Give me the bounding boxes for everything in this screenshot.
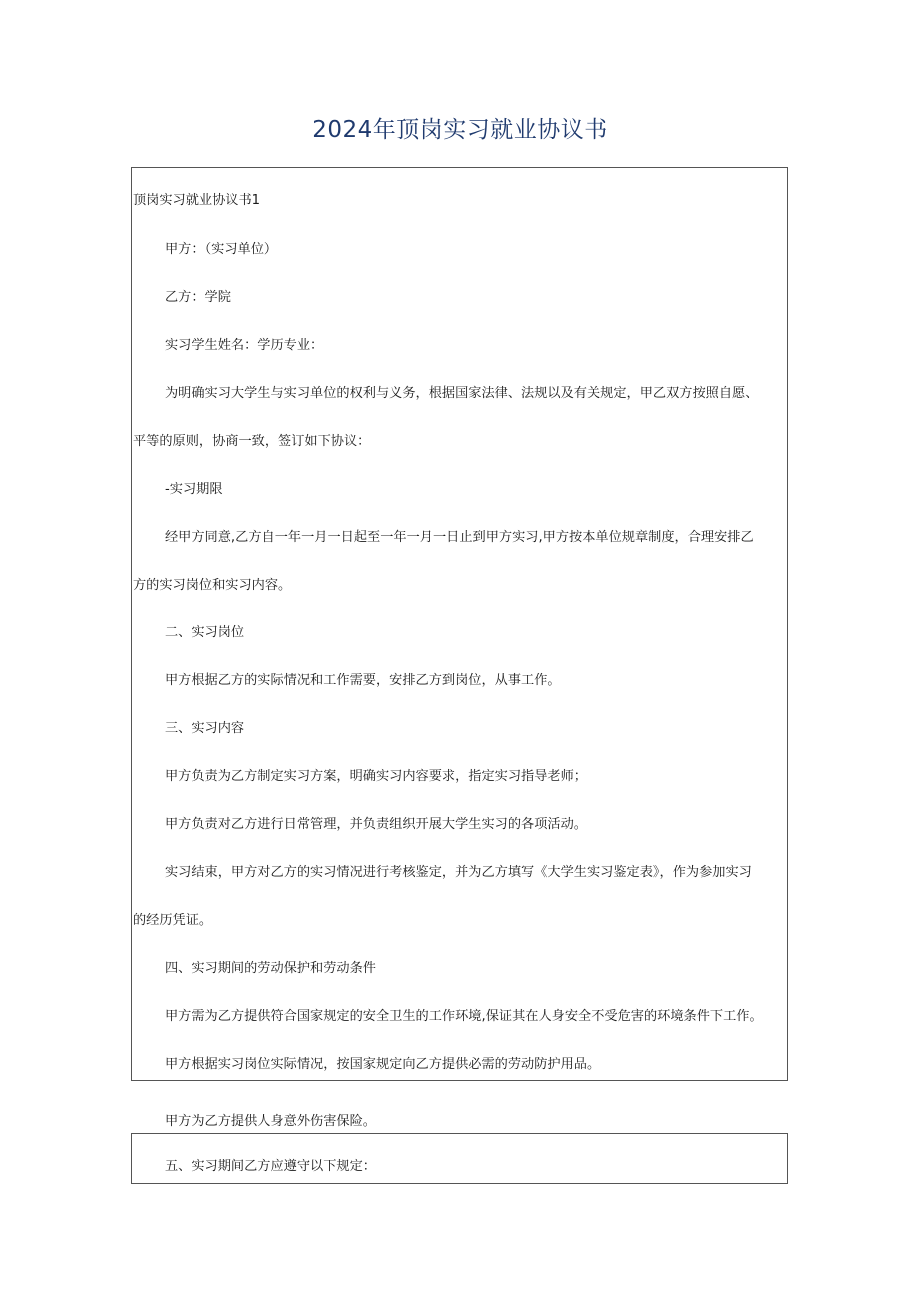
section-heading: 顶岗实习就业协议书1 bbox=[133, 193, 261, 208]
section-4-paragraph-2: 甲方根据实习岗位实际情况，按国家规定向乙方提供必需的劳动防护用品。 bbox=[165, 1057, 601, 1072]
section-3-paragraph-2: 甲方负责对乙方进行日常管理，并负责组织开展大学生实习的各项活动。 bbox=[165, 817, 587, 832]
party-b-line: 乙方：学院 bbox=[165, 290, 231, 305]
section-3-paragraph-3-line-1: 实习结束，甲方对乙方的实习情况进行考核鉴定，并为乙方填写《大学生实习鉴定表》，作为参加实习 bbox=[165, 865, 752, 880]
section-2-title: 二、实习岗位 bbox=[165, 625, 245, 640]
section-3-paragraph-3-line-2: 的经历凭证。 bbox=[133, 913, 213, 928]
section-3-title: 三、实习内容 bbox=[165, 721, 245, 736]
intro-paragraph-line-1: 为明确实习大学生与实习单位的权利与义务，根据国家法律、法规以及有关规定，甲乙双方按照自愿、 bbox=[165, 386, 759, 401]
section-2-paragraph: 甲方根据乙方的实际情况和工作需要，安排乙方到岗位，从事工作。 bbox=[165, 673, 561, 688]
intro-paragraph-line-2: 平等的原则，协商一致，签订如下协议： bbox=[133, 434, 371, 449]
section-1-title: -实习期限 bbox=[165, 482, 223, 497]
section-4-paragraph-1: 甲方需为乙方提供符合国家规定的安全卫生的工作环境,保证其在人身安全不受危害的环境条件下工作。 bbox=[165, 1009, 763, 1024]
section-5-title: 五、实习期间乙方应遵守以下规定： bbox=[165, 1159, 376, 1174]
party-a-line: 甲方：（实习单位） bbox=[165, 242, 278, 257]
document-title: 2024年顶岗实习就业协议书 bbox=[312, 117, 608, 143]
section-3-paragraph-1: 甲方负责为乙方制定实习方案，明确实习内容要求，指定实习指导老师； bbox=[165, 769, 587, 784]
section-1-paragraph-line-2: 方的实习岗位和实习内容。 bbox=[133, 578, 292, 593]
section-1-paragraph-line-1: 经甲方同意,乙方自一年一月一日起至一年一月一日止到甲方实习,甲方按本单位规章制度，合理安排乙 bbox=[165, 530, 754, 545]
section-4-title: 四、实习期间的劳动保护和劳动条件 bbox=[165, 961, 376, 976]
insurance-paragraph: 甲方为乙方提供人身意外伤害保险。 bbox=[165, 1114, 376, 1129]
student-info-line: 实习学生姓名：学历专业： bbox=[165, 338, 324, 353]
